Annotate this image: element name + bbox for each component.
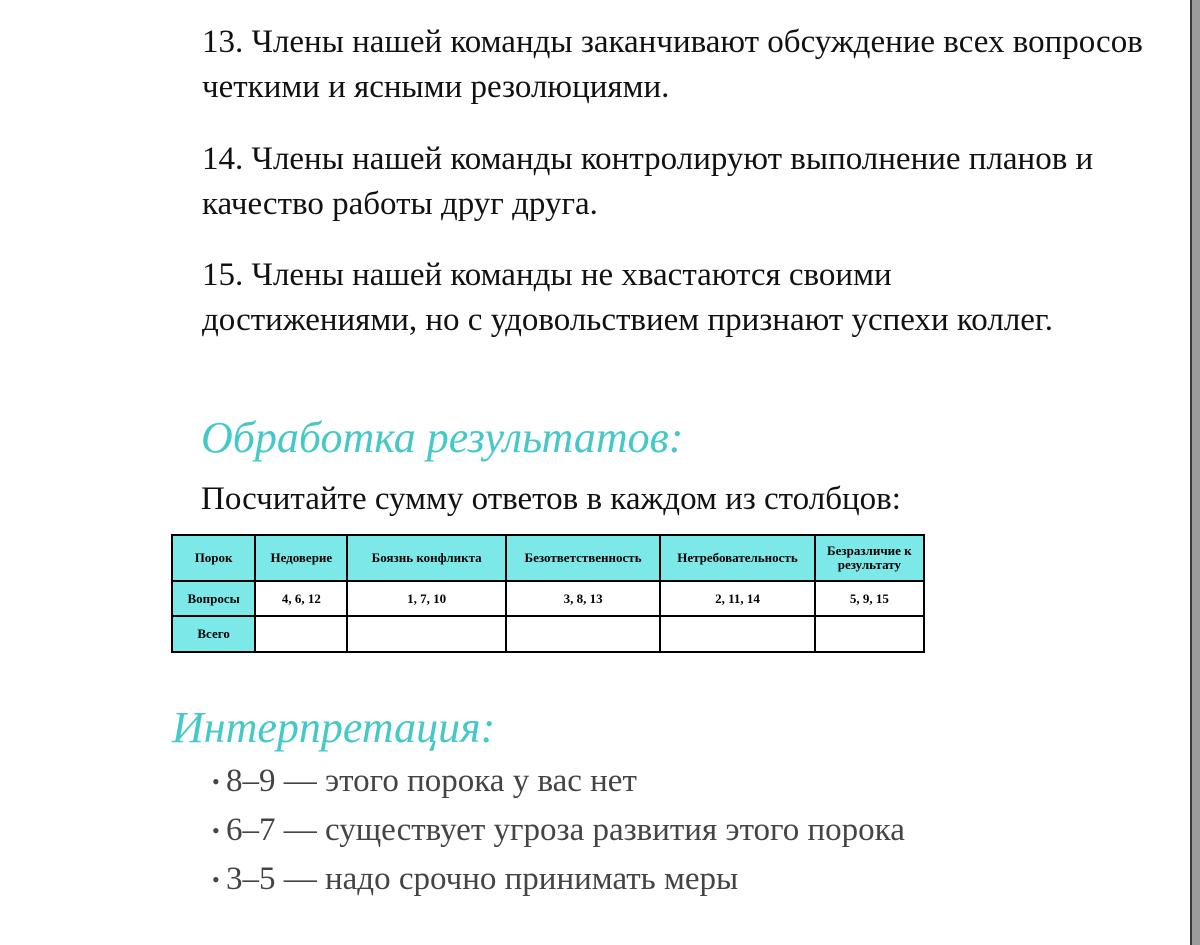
table-cell: 4, 6, 12 <box>255 581 347 616</box>
question-13: 13. Члены нашей команды заканчивают обсуждение всех вопросов четкими и ясными резолюциями. <box>202 24 1143 105</box>
table-header-row <box>172 535 924 581</box>
question-15: 15. Члены нашей команды не хвастаются своими достижениями, но с удовольствием признают успехи коллег. <box>202 257 1053 338</box>
bullet-icon: • <box>212 818 220 843</box>
table-cell-empty <box>255 616 347 652</box>
table-row-label: Всего <box>172 616 255 652</box>
interpretation-list <box>212 757 905 904</box>
table-row-total <box>172 616 924 652</box>
interpretation-heading: Интерпретация: <box>172 703 496 752</box>
table-row-questions <box>172 581 924 616</box>
table-cell-empty <box>347 616 505 652</box>
table-cell: 1, 7, 10 <box>347 581 505 616</box>
table-header-label: Порок <box>172 535 255 581</box>
list-item <box>212 855 905 904</box>
table-header-cell: Нетребовательность <box>660 535 814 581</box>
table-cell: 5, 9, 15 <box>815 581 924 616</box>
results-table <box>171 534 925 653</box>
table-row-label: Вопросы <box>172 581 255 616</box>
bullet-icon: • <box>212 867 220 892</box>
table-header-cell: Безответственность <box>506 535 660 581</box>
table-header-cell: Безразличие к результату <box>815 535 924 581</box>
table-header-cell: Боязнь конфликта <box>347 535 505 581</box>
question-14: 14. Члены нашей команды контролируют выполнение планов и качество работы друг друга. <box>202 141 1094 222</box>
bullet-icon: • <box>212 769 220 794</box>
list-item <box>212 806 905 855</box>
table-cell-empty <box>660 616 814 652</box>
interpretation-text: 8–9 — этого порока у вас нет <box>226 763 637 799</box>
list-item <box>212 757 905 806</box>
processing-heading: Обработка результатов: <box>201 413 684 462</box>
table-header-cell: Недоверие <box>255 535 347 581</box>
processing-instruction: Посчитайте сумму ответов в каждом из столбцов: <box>201 481 901 517</box>
window-edge-strip <box>1190 0 1200 945</box>
interpretation-text: 6–7 — существует угроза развития этого порока <box>226 812 905 848</box>
table-cell-empty <box>506 616 660 652</box>
table-cell-empty <box>815 616 924 652</box>
table-cell: 2, 11, 14 <box>660 581 814 616</box>
interpretation-text: 3–5 — надо срочно принимать меры <box>226 861 739 897</box>
table-cell: 3, 8, 13 <box>506 581 660 616</box>
